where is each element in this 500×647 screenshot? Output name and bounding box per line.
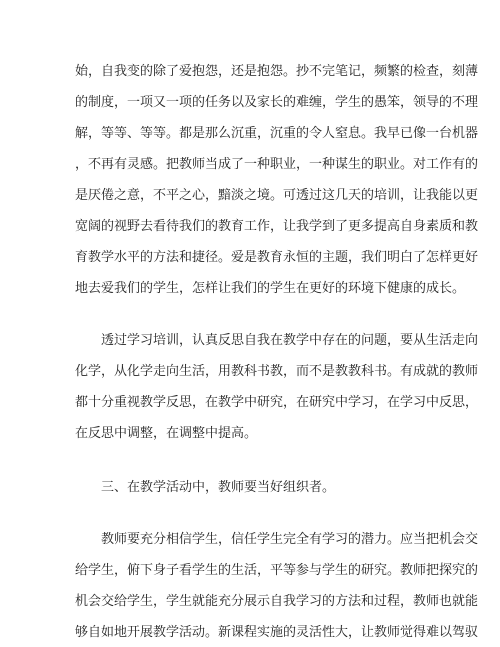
paragraph-1-line-3: 解，等等、等等。都是那么沉重，沉重的令人窒息。我早已像一台机器: [75, 126, 479, 141]
paragraph-2-line-3: 都十分重视教学反思，在教学中研究，在研究中学习，在学习中反思，: [75, 395, 479, 410]
paragraph-1-line-4: ，不再有灵感。把教师当成了一种职业，一种谋生的职业。对工作有的: [75, 157, 479, 172]
paragraph-3-line-1: 教师要充分相信学生，信任学生完全有学习的潜力。应当把机会交: [101, 532, 479, 547]
paragraph-2-line-4: 在反思中调整，在调整中提高。: [75, 426, 258, 441]
paragraph-1-line-1: 始，自我变的除了爱抱怨，还是抱怨。抄不完笔记，频繁的检查，刻薄: [75, 64, 479, 79]
paragraph-2-line-2: 化学，从化学走向生活，用教科书教，而不是教教科书。有成就的教师: [75, 364, 479, 379]
paragraph-1-line-7: 育教学水平的方法和捷径。爱是教育永恒的主题，我们明白了怎样更好: [75, 250, 479, 265]
paragraph-1-line-6: 宽阔的视野去看待我们的教育工作，让我学到了更多提高自身素质和教: [75, 219, 479, 234]
paragraph-1-line-2: 的制度，一项又一项的任务以及家长的难缠，学生的愚笨，领导的不理: [75, 95, 479, 110]
paragraph-1-line-5: 是厌倦之意，不平之心，黯淡之境。可透过这几天的培训，让我能以更: [75, 188, 479, 203]
paragraph-2-line-1: 透过学习培训，认真反思自我在教学中存在的问题，要从生活走向: [101, 333, 479, 348]
section-heading: 三、在教学活动中，教师要当好组织者。: [101, 480, 336, 495]
paragraph-3-line-2: 给学生，俯下身子看学生的生活，平等参与学生的研究。教师把探究的: [75, 563, 479, 578]
paragraph-3-line-4: 够自如地开展教学活动。新课程实施的灵活性大，让教师觉得难以驾驭: [75, 625, 479, 640]
paragraph-3-line-3: 机会交给学生，学生就能充分展示自我学习的方法和过程，教师也就能: [75, 594, 479, 609]
paragraph-1-line-8: 地去爱我们的学生，怎样让我们的学生在更好的环境下健康的成长。: [75, 281, 466, 296]
